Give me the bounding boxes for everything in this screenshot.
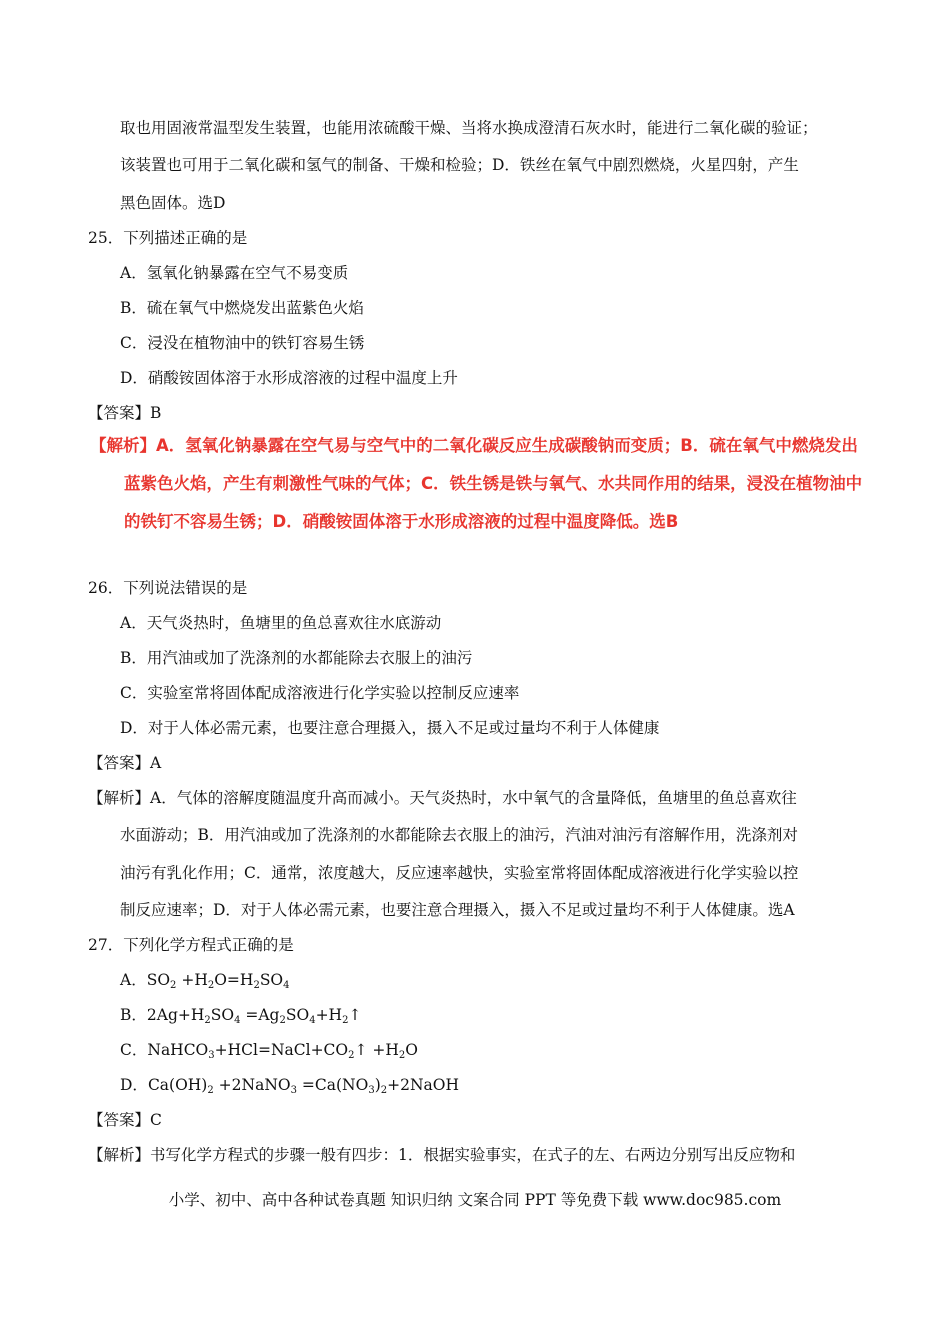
q26-analysis-line-2: 水面游动；B．用汽油或加了洗涤剂的水都能除去衣服上的油污，汽油对油污有溶解作用，洗涤剂对 — [120, 826, 798, 844]
formula-subscript: 2 — [207, 1085, 214, 1096]
q24-analysis-line-2: 该装置也可用于二氧化碳和氢气的制备、干燥和检验；D．铁丝在氧气中剧烈燃烧，火星四射，产生 — [120, 156, 799, 174]
q24-analysis-line-1: 取也用固液常温型发生装置，也能用浓硫酸干燥、当将水换成澄清石灰水时，能进行二氧化碳的验证； — [120, 119, 818, 137]
formula-text: ↑ — [348, 1006, 362, 1024]
q25-option-b: B．硫在氧气中燃烧发出蓝紫色火焰 — [120, 299, 364, 317]
formula-subscript: 3 — [208, 1050, 215, 1061]
q25-option-d: D．硝酸铵固体溶于水形成溶液的过程中温度上升 — [120, 369, 458, 387]
q26-option-c: C．实验室常将固体配成溶液进行化学实验以控制反应速率 — [120, 684, 520, 702]
formula-subscript: 4 — [234, 1015, 241, 1026]
option-label: D． — [120, 1076, 148, 1094]
q26-answer: 【答案】A — [88, 754, 162, 772]
q25-analysis-line-2: 蓝紫色火焰，产生有刺激性气味的气体；C．铁生锈是铁与氧气、水共同作用的结果，浸没在植物油中 — [124, 474, 863, 493]
formula-subscript: 2 — [279, 1015, 286, 1026]
q27-stem: 27．下列化学方程式正确的是 — [88, 936, 294, 954]
formula-subscript: 2 — [380, 1085, 388, 1096]
q25-analysis-line-3: 的铁钉不容易生锈；D．硝酸铵固体溶于水形成溶液的过程中温度降低。选B — [124, 512, 679, 531]
q26-option-b: B．用汽油或加了洗涤剂的水都能除去衣服上的油污 — [120, 649, 473, 667]
formula-text: SO — [146, 971, 171, 989]
q26-analysis-line-1: 【解析】A．气体的溶解度随温度升高而减小。天气炎热时，水中氧气的含量降低，鱼塘里的鱼总喜欢往 — [88, 789, 797, 807]
q27-option-a — [120, 970, 290, 990]
q27-option-d — [120, 1075, 459, 1095]
formula-text: +H — [315, 1006, 343, 1024]
option-label: A． — [120, 971, 147, 989]
formula-text: NaHCO — [147, 1041, 209, 1059]
formula-text: SO — [259, 971, 284, 989]
q26-stem: 26．下列说法错误的是 — [88, 579, 248, 597]
formula-subscript: 2 — [348, 1050, 355, 1061]
formula-text: +H — [176, 971, 208, 989]
option-label: B． — [120, 1006, 147, 1024]
formula-text: O — [405, 1041, 419, 1059]
option-label: C． — [120, 1041, 148, 1059]
q25-option-c: C．浸没在植物油中的铁钉容易生锈 — [120, 334, 365, 352]
formula-text: O=H — [214, 971, 254, 989]
formula-text: 2Ag+H — [146, 1006, 205, 1024]
page-footer: 小学、初中、高中各种试卷真题 知识归纳 文案合同 PPT 等免费下载 www.doc985.com — [168, 1191, 782, 1209]
formula-text: +HCl=NaCl+CO — [214, 1041, 349, 1059]
q27-answer: 【答案】C — [88, 1111, 162, 1129]
formula-text: +2NaOH — [387, 1076, 460, 1094]
q24-analysis-line-3: 黑色固体。选D — [120, 194, 226, 212]
formula-text: Ca(OH) — [147, 1076, 208, 1094]
formula-subscript: 3 — [368, 1085, 375, 1096]
formula-text: =Ca(NO — [296, 1076, 369, 1094]
formula-text: SO — [210, 1006, 235, 1024]
q25-analysis-line-1: 【解析】A．氢氧化钠暴露在空气易与空气中的二氧化碳反应生成碳酸钠而变质；B．硫在氧气中燃烧发出 — [90, 436, 858, 455]
q25-option-a: A．氢氧化钠暴露在空气不易变质 — [120, 264, 349, 282]
q26-analysis-line-3: 油污有乳化作用；C．通常，浓度越大，反应速率越快，实验室常将固体配成溶液进行化学实验以控 — [120, 864, 799, 882]
formula-subscript: 2 — [204, 1015, 211, 1026]
formula-subscript: 2 — [253, 980, 260, 991]
formula-subscript: 2 — [170, 980, 177, 991]
formula-subscript: 4 — [309, 1015, 316, 1026]
q27-option-c — [120, 1040, 418, 1060]
formula-text: +2NaNO — [213, 1076, 291, 1094]
formula-subscript: 4 — [283, 980, 290, 991]
formula-text: =Ag — [240, 1006, 280, 1024]
q27-analysis-line-1: 【解析】书写化学方程式的步骤一般有四步：1．根据实验事实，在式子的左、右两边分别写出反应物和 — [88, 1146, 796, 1164]
formula-subscript: 2 — [207, 980, 215, 991]
q26-option-a: A．天气炎热时，鱼塘里的鱼总喜欢往水底游动 — [120, 614, 442, 632]
q25-stem: 25．下列描述正确的是 — [88, 229, 248, 247]
q25-answer: 【答案】B — [88, 404, 162, 422]
formula-subscript: 2 — [398, 1050, 406, 1061]
formula-subscript: 3 — [290, 1085, 297, 1096]
q26-analysis-line-4: 制反应速率；D．对于人体必需元素，也要注意合理摄入，摄入不足或过量均不利于人体健康。选A — [120, 901, 795, 919]
formula-text: ↑ +H — [354, 1041, 399, 1059]
q26-option-d: D．对于人体必需元素，也要注意合理摄入，摄入不足或过量均不利于人体健康 — [120, 719, 660, 737]
formula-text: ) — [374, 1076, 381, 1094]
formula-subscript: 2 — [342, 1015, 349, 1026]
formula-text: SO — [285, 1006, 310, 1024]
q27-option-b — [120, 1005, 361, 1025]
